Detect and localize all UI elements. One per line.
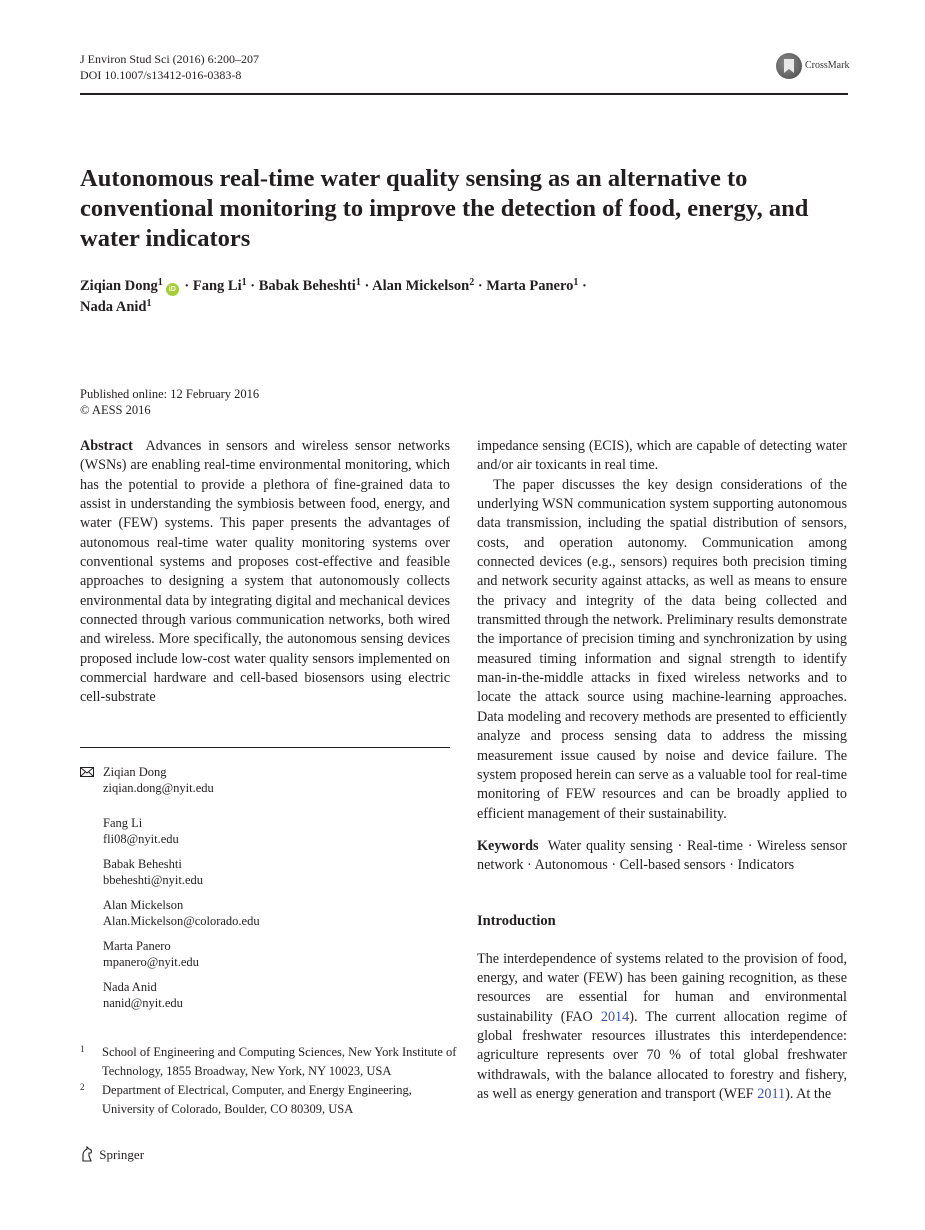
author-affiliation-mark: 1 xyxy=(241,277,247,288)
journal-info xyxy=(80,51,259,83)
crossmark-icon xyxy=(776,53,802,79)
publisher-footer xyxy=(80,1146,144,1164)
section-heading-introduction: Introduction xyxy=(477,912,556,929)
contact-name: Fang Li xyxy=(103,816,143,830)
published-date: Published online: 12 February 2016 xyxy=(80,387,260,401)
keywords-text: Water quality sensing · Real-time · Wireless sensor network · Autonomous · Cell-based sensors · Indicators xyxy=(477,837,847,874)
contact-entry xyxy=(103,815,443,847)
contact-name: Marta Panero xyxy=(103,939,171,953)
journal-reference: J Environ Stud Sci (2016) 6:200–207 xyxy=(80,52,259,66)
contact-email[interactable]: fli08@nyit.edu xyxy=(103,832,179,846)
author-separator: · xyxy=(250,278,256,294)
author-name[interactable]: Babak Beheshti xyxy=(258,278,356,294)
author-separator: · xyxy=(477,278,483,294)
orcid-icon[interactable]: iD xyxy=(166,283,179,296)
affiliation-number: 2 xyxy=(80,1082,85,1092)
article-title: Autonomous real-time water quality sensing as an alternative to conventional monitoring to improve the detection of food, energy, and water indicators xyxy=(80,165,809,252)
right-column xyxy=(477,437,847,1104)
contact-email[interactable]: mpanero@nyit.edu xyxy=(103,955,199,969)
abstract-text: Advances in sensors and wireless sensor networks (WSNs) are enabling real-time environmental monitoring, which has the potential to provide a plethora of fine-grained data to assist in understanding the symbiosis between food, energy, and water (FEW) systems. This paper presents the advantages of autonomous real-time water quality monitoring systems over conventional systems and proposes cost-effective and feasible approaches to designing a system that autonomously collects environmental data by integrating digital and mechanical devices connected through various communication networks, both wired and wireless. More specifically, the autonomous sensing devices proposed include low-cost water quality sensors implemented on commercial hardware and cell-based biosensors using electric cell-substrate xyxy=(80,438,450,706)
footnote-rule xyxy=(80,747,450,748)
introduction-paragraph xyxy=(477,950,847,1105)
doi[interactable]: DOI 10.1007/s13412-016-0383-8 xyxy=(80,68,242,82)
author-list xyxy=(80,276,840,318)
affiliation-text: School of Engineering and Computing Sciences, New York Institute of Technology, 1855 Broadway, New York, NY 10023, USA xyxy=(102,1045,457,1078)
affiliation-number: 1 xyxy=(80,1044,85,1054)
abstract-label: Abstract xyxy=(80,438,133,454)
contact-name: Alan Mickelson xyxy=(103,898,184,912)
keywords-label: Keywords xyxy=(477,837,539,854)
contact-email[interactable]: bbeheshti@nyit.edu xyxy=(103,873,204,887)
author-name[interactable]: Fang Li xyxy=(192,278,242,294)
author-name[interactable]: Ziqian Dong xyxy=(80,278,158,294)
abstract-paragraph xyxy=(80,437,450,708)
contact-entry xyxy=(103,938,443,970)
publication-info xyxy=(80,386,259,418)
author-affiliation-mark: 1 xyxy=(573,277,579,288)
author-affiliation-mark: 1 xyxy=(355,277,361,288)
crossmark-label: CrossMark xyxy=(805,60,850,71)
contact-entry xyxy=(103,979,443,1011)
author-separator: · xyxy=(364,278,370,294)
citation-link[interactable]: 2011 xyxy=(757,1085,786,1102)
contact-name: Nada Anid xyxy=(103,980,157,994)
citation-link[interactable]: 2014 xyxy=(600,1008,630,1025)
author-separator: · xyxy=(582,278,587,294)
crossmark-badge[interactable] xyxy=(776,53,856,81)
publisher-name: Springer xyxy=(99,1147,145,1162)
author-affiliation-mark: 1 xyxy=(157,277,163,288)
author-name[interactable]: Alan Mickelson xyxy=(372,278,470,294)
header-rule xyxy=(80,93,848,95)
left-column xyxy=(80,437,450,708)
contact-entry xyxy=(103,856,443,888)
contact-email[interactable]: ziqian.dong@nyit.edu xyxy=(103,781,214,795)
author-affiliation-mark: 2 xyxy=(469,277,475,288)
springer-horse-icon xyxy=(80,1146,94,1162)
keywords xyxy=(477,837,847,876)
author-separator: · xyxy=(184,278,190,294)
contact-name: Babak Beheshti xyxy=(103,857,182,871)
contact-email[interactable]: Alan.Mickelson@colorado.edu xyxy=(103,914,260,928)
author-name[interactable]: Nada Anid xyxy=(80,299,147,315)
contact-email[interactable]: nanid@nyit.edu xyxy=(103,996,183,1010)
contact-name: Ziqian Dong xyxy=(103,765,167,779)
abstract-continuation: impedance sensing (ECIS), which are capable of detecting water and/or air toxicants in real time. xyxy=(477,438,847,474)
contact-entry xyxy=(103,897,443,929)
copyright: © AESS 2016 xyxy=(80,403,151,417)
intro-text: The interdependence of systems related to the provision of food, energy, and water (FEW) has been gaining recognition, as these resources are essential for human and environmental sustainability (FAO xyxy=(477,950,847,1025)
affiliation-text: Department of Electrical, Computer, and Energy Engineering, University of Colorado, Boulder, CO 80309, USA xyxy=(102,1083,412,1116)
intro-text: ). The current allocation regime of global freshwater resources illustrates this interdependence: agriculture represents over 70 % of total global freshwater withdrawals, with the balance allocated to forestry and fishery, as well as energy generation and transport (WEF xyxy=(477,1008,847,1102)
abstract-paragraph-2: The paper discusses the key design considerations of the underlying WSN communication system supporting autonomous data transmission, including the spatial distribution of sensors, costs, and operation autonomy. Communication among connected devices (e.g., sensors) requires both precision timing and network security against attacks, as well as means to ensure the privacy and integrity of the data being collected and transmitted through the network. Preliminary results demonstrate the importance of precision timing and synchronization by using measured timing information and signal strength to identify man-in-the-middle attacks in fixed wireless networks and to locate the attack source using machine-learning approaches. Data modeling and recovery methods are presented to efficiently analyze and process sensing data to address the missing measurement issue caused by noise and device failure. The system proposed herein can serve as a valuable tool for real-time monitoring of FEW resources and can be broadly applied to efficient management of their sustainability. xyxy=(477,476,847,822)
author-affiliation-mark: 1 xyxy=(146,298,152,309)
envelope-icon xyxy=(80,767,94,777)
intro-text: ). At the xyxy=(785,1085,832,1102)
contact-entry xyxy=(103,764,443,796)
author-name[interactable]: Marta Panero xyxy=(486,278,574,294)
